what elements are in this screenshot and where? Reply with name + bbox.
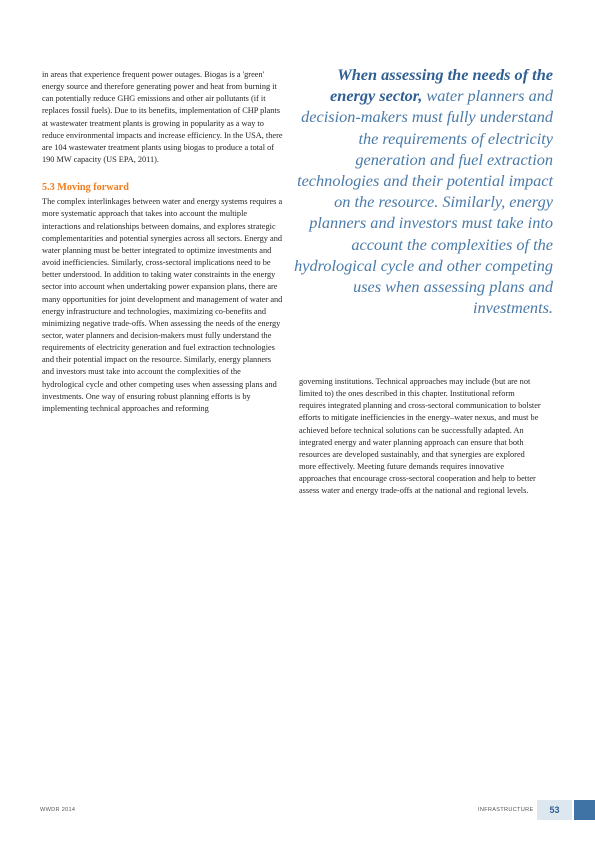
section-paragraph: The complex interlinkages between water and energy systems requires a more systematic approach that takes into account the multiple interactions and relationships between domains, and explores strategic complementarities and potential synergies across all sectors. Energy and water planning must be better integrated to optimize investments and avoid inefficiencies. Similarly, cross-sectoral implications need to be better understood. In addition to taking water constraints in the energy sector into account when undertaking power expansion plans, there are many opportunities for joint development and management of water and energy infrastructure and technologies, maximizing co-benefits and minimizing negative trade-offs. When assessing the needs of the energy sector, water planners and decision-makers must fully understand the requirements of electricity generation and fuel extraction technologies and their potential impact on the resource. Similarly, energy planners and investors must take into account the complexities of the hydrological cycle and other competing uses when assessing plans and investments. One way of ensuring robust planning efforts is by implementing technical approaches and reforming — [42, 197, 283, 413]
left-column — [42, 69, 283, 415]
section-heading: 5.3 Moving forward — [42, 182, 129, 194]
pull-quote-body: water planners and decision-makers must fully understand the requirements of electricity generation and fuel extraction technologies and their potential impact on the resource. Similarly, energy planners and investors must take into account the complexities of the hydrological cycle and other competing uses when assessing plans and investments. — [294, 86, 553, 318]
pull-quote-lead: When assessing the needs of the energy sector, — [330, 65, 553, 106]
right-paragraph: governing institutions. Technical approaches may include (but are not limited to) the ones described in this chapter. Institutional reform requires integrated planning and cross-sectoral communication to bolster efforts to mitigate inefficiencies in the energy–water nexus, and must be achieved before technical solutions can be successfully adapted. An integrated energy and water planning approach can ensure that both resources are developed sustainably, and that synergies are explored more effectively. Meeting future demands requires innovative approaches that encourage cross-sectoral cooperation and help to better assess water and energy trade-offs at the national and regional levels. — [299, 377, 541, 496]
pull-quote — [290, 64, 553, 318]
intro-paragraph: in areas that experience frequent power outages. Biogas is a 'green' energy source and therefore generating power and heat from burning it can potentially reduce GHG emissions and other air pollutants (if it replaces fossil fuels). Due to its benefits, implementation of CHP plants at wastewater treatment plants is growing in popularity as a way to reduce environmental impacts and increase efficiency. In the USA, there are 104 wastewater treatment plants using biogas to produce a total of 190 MW capacity (US EPA, 2011). — [42, 70, 283, 165]
right-column — [299, 376, 541, 498]
page-number-box — [537, 800, 572, 820]
footer-report-name: WWDR 2014 — [40, 807, 76, 813]
page-number: 53 — [549, 805, 560, 815]
page-edge-tab — [574, 800, 595, 820]
footer-section-name: INFRASTRUCTURE — [478, 807, 534, 813]
